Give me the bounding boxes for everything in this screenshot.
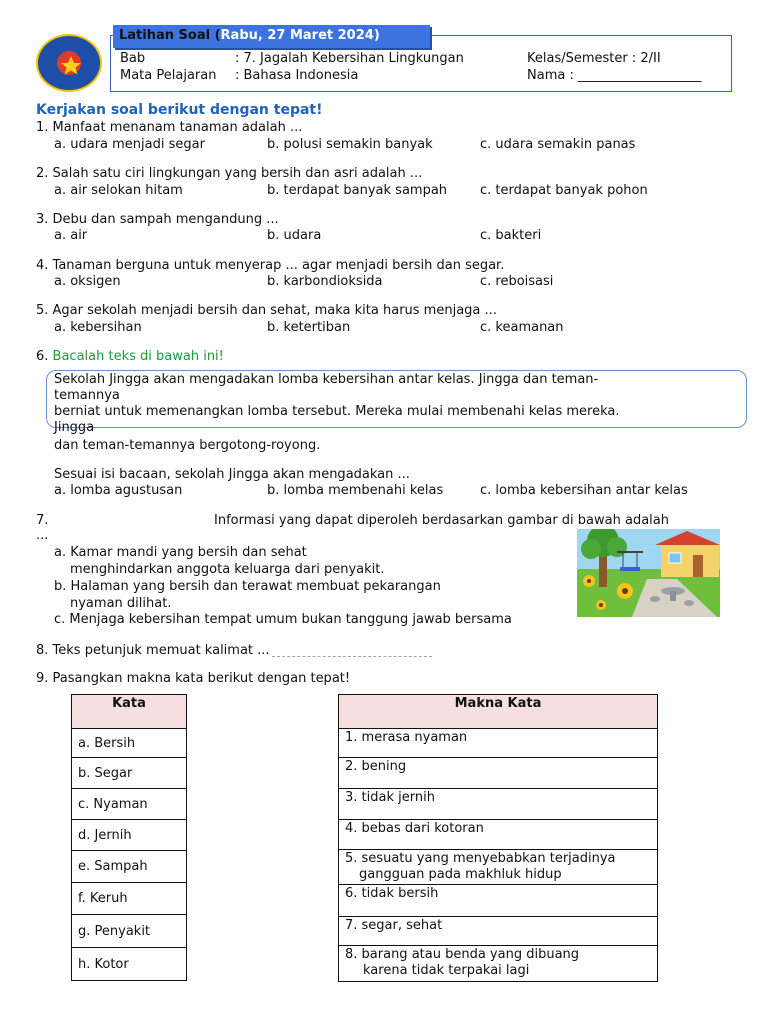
makna-row — [339, 789, 658, 820]
makna-text: 2. bening — [345, 759, 407, 774]
question-2: 2. Salah satu ciri lingkungan yang bersih dan asri adalah ... — [36, 166, 423, 181]
makna-text: 5. sesuatu yang menyebabkan terjadinya — [345, 851, 616, 866]
makna-row — [339, 946, 658, 982]
school-logo — [36, 34, 102, 92]
kata-row: e. Sampah — [72, 851, 187, 883]
q6-prompt: Bacalah teks di bawah ini! — [52, 349, 224, 364]
q6-number: 6. — [36, 349, 49, 364]
q4-option-b: b. karbondioksida — [267, 274, 383, 289]
q6-option-b: b. lomba membenahi kelas — [267, 483, 444, 498]
makna-text: 3. tidak jernih — [345, 790, 435, 805]
mapel-label: Mata Pelajaran — [120, 68, 217, 83]
nama-field: Nama : ___________________ — [527, 68, 702, 83]
makna-text: 6. tidak bersih — [345, 886, 439, 901]
q4-option-c: c. reboisasi — [480, 274, 554, 289]
q6-question: Sesuai isi bacaan, sekolah Jingga akan mengadakan ... — [54, 467, 410, 482]
makna-text-cont: karena tidak terpakai lagi — [363, 963, 530, 978]
bab-label: Bab — [120, 51, 146, 66]
question-6 — [36, 349, 224, 364]
kata-header: Kata — [72, 695, 187, 729]
kata-table — [71, 694, 187, 981]
q7-option-b: b. Halaman yang bersih dan terawat membuat pekarangan — [54, 579, 441, 594]
q2-option-a: a. air selokan hitam — [54, 183, 183, 198]
q3-option-c: c. bakteri — [480, 228, 542, 243]
bab-value: : 7. Jagalah Kebersihan Lingkungan — [235, 51, 464, 66]
kata-row: h. Kotor — [72, 948, 187, 981]
makna-row — [339, 729, 658, 758]
q5-option-a: a. kebersihan — [54, 320, 142, 335]
reading-line-4: Jingga — [54, 420, 95, 435]
q6-option-c: c. lomba kebersihan antar kelas — [480, 483, 688, 498]
q6-option-a: a. lomba agustusan — [54, 483, 183, 498]
question-3: 3. Debu dan sampah mengandung ... — [36, 212, 279, 227]
q4-option-a: a. oksigen — [54, 274, 121, 289]
reading-line-3: berniat untuk memenangkan lomba tersebut. Mereka mulai membenahi kelas mereka. — [54, 404, 620, 419]
q7-option-b-cont: nyaman dilihat. — [70, 596, 172, 611]
mapel-value: : Bahasa Indonesia — [235, 68, 359, 83]
question-5: 5. Agar sekolah menjadi bersih dan sehat, maka kita harus menjaga ... — [36, 303, 497, 318]
worksheet-title: Latihan Soal (Rabu, 27 Maret 2024) — [113, 25, 430, 48]
makna-text-cont: gangguan pada makhluk hidup — [359, 867, 562, 882]
makna-row — [339, 885, 658, 917]
instruction-heading: Kerjakan soal berikut dengan tepat! — [36, 102, 323, 118]
q3-option-a: a. air — [54, 228, 88, 243]
kata-row: d. Jernih — [72, 820, 187, 851]
makna-row — [339, 758, 658, 789]
kata-row: c. Nyaman — [72, 789, 187, 820]
q1-option-a: a. udara menjadi segar — [54, 137, 205, 152]
makna-text: 1. merasa nyaman — [345, 730, 468, 745]
q1-option-b: b. polusi semakin banyak — [267, 137, 433, 152]
q7-number: 7. — [36, 513, 49, 528]
q3-option-b: b. udara — [267, 228, 322, 243]
question-9: 9. Pasangkan makna kata berikut dengan tepat! — [36, 671, 351, 686]
q7-ellipsis: ... — [36, 528, 49, 543]
makna-row — [339, 850, 658, 885]
makna-header: Makna Kata — [339, 695, 658, 729]
q2-option-b: b. terdapat banyak sampah — [267, 183, 448, 198]
kata-row: f. Keruh — [72, 883, 187, 915]
q7-option-c: c. Menjaga kebersihan tempat umum bukan tanggung jawab bersama — [54, 612, 512, 627]
makna-row — [339, 917, 658, 946]
q7-option-a: a. Kamar mandi yang bersih dan sehat — [54, 545, 307, 560]
yard-illustration — [577, 529, 720, 617]
q5-option-c: c. keamanan — [480, 320, 564, 335]
kelas-semester: Kelas/Semester : 2/II — [527, 51, 661, 66]
question-4: 4. Tanaman berguna untuk menyerap ... agar menjadi bersih dan segar. — [36, 258, 505, 273]
q7-text: Informasi yang dapat diperoleh berdasarkan gambar di bawah adalah — [214, 513, 669, 528]
kata-row: a. Bersih — [72, 729, 187, 758]
makna-row — [339, 820, 658, 850]
makna-text: 4. bebas dari kotoran — [345, 821, 484, 836]
logo-emblem — [38, 36, 104, 94]
makna-text: 7. segar, sehat — [345, 918, 443, 933]
q2-option-c: c. terdapat banyak pohon — [480, 183, 648, 198]
reading-line-5: dan teman-temannya bergotong-royong. — [54, 438, 321, 453]
reading-line-1: Sekolah Jingga akan mengadakan lomba kebersihan antar kelas. Jingga dan teman- — [54, 372, 599, 387]
kata-row: b. Segar — [72, 758, 187, 789]
q8-answer-line — [272, 656, 432, 657]
question-8: 8. Teks petunjuk memuat kalimat ... — [36, 643, 270, 658]
q5-option-b: b. ketertiban — [267, 320, 351, 335]
reading-line-2: temannya — [54, 388, 120, 403]
kata-row: g. Penyakit — [72, 915, 187, 948]
makna-table — [338, 694, 658, 982]
question-1: 1. Manfaat menanam tanaman adalah ... — [36, 120, 303, 135]
makna-text: 8. barang atau benda yang dibuang — [345, 947, 580, 962]
q1-option-c: c. udara semakin panas — [480, 137, 636, 152]
q7-option-a-cont: menghindarkan anggota keluarga dari penyakit. — [70, 562, 385, 577]
